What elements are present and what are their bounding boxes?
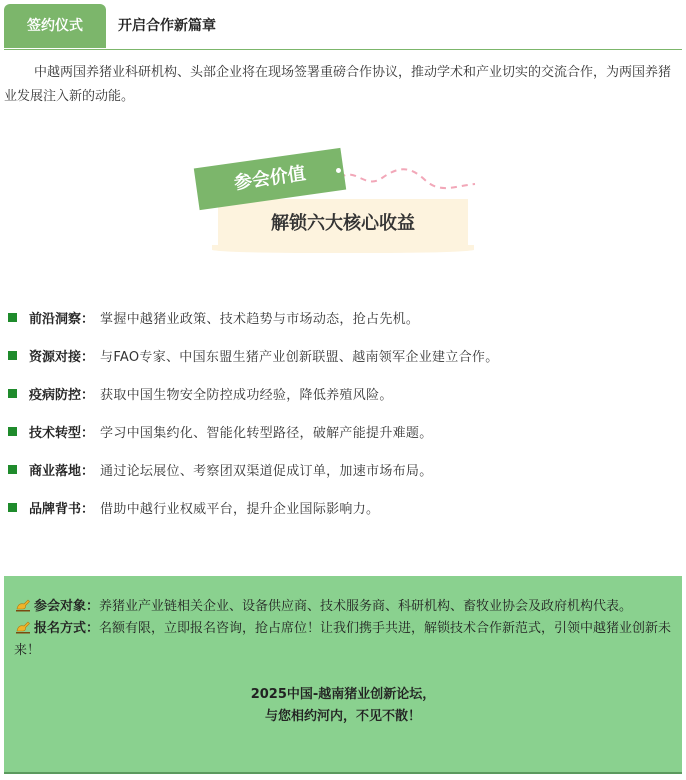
list-item: 技术转型 ： 学习中国集约化、智能化转型路径，破解产能提升难题。 [8,412,678,450]
section-header [4,4,682,50]
square-bullet-icon [8,503,17,512]
benefit-title: 商业落地 [29,463,82,479]
benefit-text: 学习中国集约化、智能化转型路径，破解产能提升难题。 [100,425,433,441]
badge-label: 参会价值 [194,148,346,210]
registration-line [14,618,672,662]
registration-title: 报名方式： [34,621,100,636]
benefit-title: 品牌背书 [29,501,82,517]
square-bullet-icon [8,427,17,436]
attendees-text: 养猪业产业链相关企业、设备供应商、技术服务商、科研机构、畜牧业协会及政府机构代表。 [99,599,633,614]
intro-paragraph: 中越两国养猪业科研机构、头部企业将在现场签署重磅合作协议，推动学术和产业切实的交流合作，为两国养猪业发展注入新的动能。 [4,65,672,104]
benefit-title: 前沿洞察 [29,311,82,327]
list-item: 商业落地 ： 通过论坛展位、考察团双渠道促成订单，加速市场布局。 [8,450,678,488]
benefit-text: 与FAO专家、中国东盟生猪产业创新联盟、越南领军企业建立合作。 [100,349,499,365]
square-bullet-icon [8,351,17,360]
section-title: 开启合作新篇章 [118,18,216,34]
attendees-title: 参会对象： [34,599,100,614]
badge-subtitle: 解锁六大核心收益 [271,213,415,234]
registration-text: 名额有限，立即报名咨询，抢占席位！让我们携手共进，解锁技术合作新范式，引领中越猪业创新未来！ [14,621,672,658]
benefit-text: 获取中国生物安全防控成功经验，降低养殖风险。 [100,387,393,403]
benefit-title: 资源对接 [29,349,82,365]
badge-dot [336,168,341,173]
benefits-list [8,298,678,526]
list-item: 前沿洞察 ： 掌握中越猪业政策、技术趋势与市场动态，抢占先机。 [8,298,678,336]
list-item: 品牌背书 ： 借助中越行业权威平台，提升企业国际影响力。 [8,488,678,526]
closing-line-1: 2025中国-越南猪业创新论坛， [250,687,436,702]
value-badge [190,148,490,263]
benefit-title: 疫病防控 [29,387,82,403]
square-bullet-icon [8,389,17,398]
writing-hand-icon [14,620,32,634]
benefit-title: 技术转型 [29,425,82,441]
list-item: 疫病防控 ： 获取中国生物安全防控成功经验，降低养殖风险。 [8,374,678,412]
badge-card [218,199,468,249]
square-bullet-icon [8,465,17,474]
writing-hand-icon [14,598,32,612]
list-item: 资源对接 ： 与FAO专家、中国东盟生猪产业创新联盟、越南领军企业建立合作。 [8,336,678,374]
benefit-text: 通过论坛展位、考察团双渠道促成订单，加速市场布局。 [100,463,433,479]
info-footer [4,576,682,774]
square-bullet-icon [8,313,17,322]
benefit-text: 掌握中越猪业政策、技术趋势与市场动态，抢占先机。 [100,311,420,327]
dashed-wave-decoration [340,156,480,196]
section-tag: 签约仪式 [4,4,106,48]
closing-line-2: 与您相约河内，不见不散！ [264,709,421,724]
attendees-line [14,596,672,618]
closing-message [14,684,672,728]
benefit-text: 借助中越行业权威平台，提升企业国际影响力。 [100,501,380,517]
